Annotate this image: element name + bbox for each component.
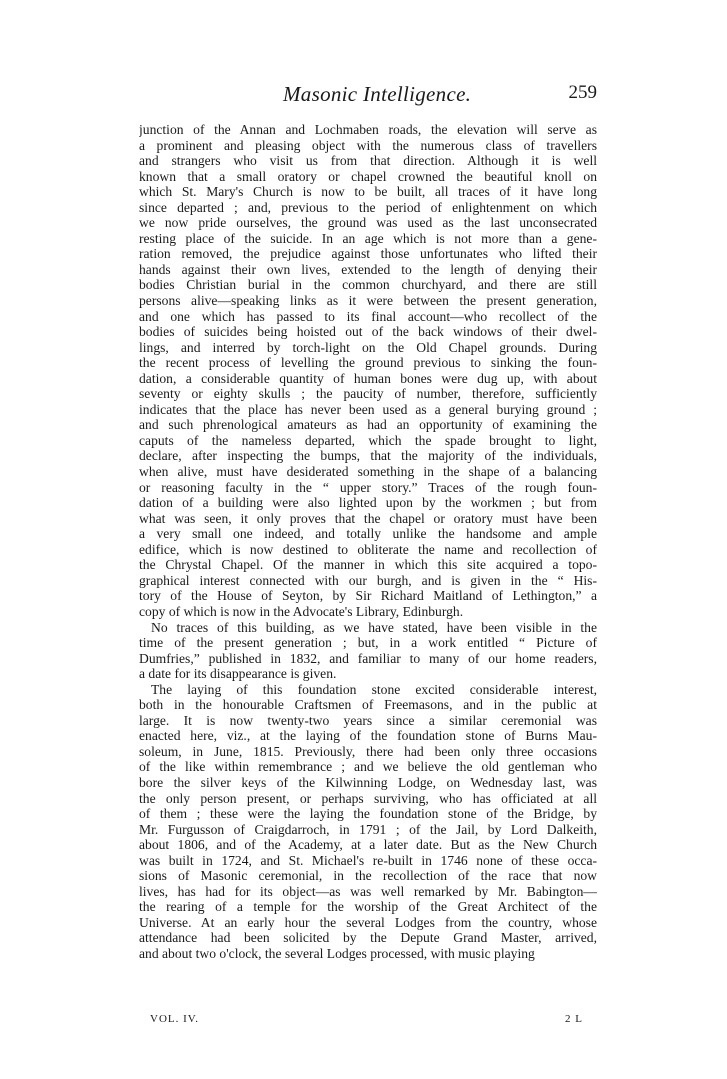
text-line: time of the present generation ; but, in a work entitled “ Picture of xyxy=(139,635,597,651)
text-line: and such phrenological amateurs as had an opportunity of examining the xyxy=(139,417,597,433)
text-line: and one which has passed to its final account—who recollect of the xyxy=(139,308,597,324)
text-line: a very small one indeed, and totally unlike the handsome and ample xyxy=(139,526,597,542)
text-line: seventy or eighty skulls ; the paucity of number, therefore, sufficiently xyxy=(139,386,597,402)
text-line: Mr. Furgusson of Craigdarroch, in 1791 ; of the Jail, by Lord Dalkeith, xyxy=(139,821,597,837)
text-line: bodies of suicides being hoisted out of the back windows of their dwel- xyxy=(139,324,597,340)
text-line: we now pride ourselves, the ground was used as the last unconsecrated xyxy=(139,215,597,231)
text-line: caputs of the nameless departed, which the spade brought to light, xyxy=(139,432,597,448)
text-line: both in the honourable Craftsmen of Freemasons, and in the public at xyxy=(139,697,597,713)
text-line: dation of a building were also lighted upon by the workmen ; but from xyxy=(139,495,597,511)
text-line: known that a small oratory or chapel crowned the beautiful knoll on xyxy=(139,168,597,184)
volume-label: VOL. IV. xyxy=(150,1013,200,1025)
running-head xyxy=(140,80,597,114)
text-line: the recent process of levelling the ground previous to sinking the foun- xyxy=(139,355,597,371)
text-line: since departed ; and, previous to the period of enlightenment on which xyxy=(139,199,597,215)
text-line: lings, and interred by torch-light on the Old Chapel grounds. During xyxy=(139,339,597,355)
text-line: was built in 1724, and St. Michael's re-built in 1746 none of these occa- xyxy=(139,852,597,868)
page-number: 259 xyxy=(568,82,597,103)
text-line: the rearing of a temple for the worship of the Great Architect of the xyxy=(139,899,597,915)
text-line: tory of the House of Seyton, by Sir Richard Maitland of Lethington,” a xyxy=(139,588,597,604)
text-line: The laying of this foundation stone excited considerable interest, xyxy=(151,681,597,697)
text-line: of the like within remembrance ; and we believe the old gentleman who xyxy=(139,759,597,775)
body-text xyxy=(139,122,597,962)
paragraph xyxy=(139,682,597,962)
text-line: of them ; these were the laying the foundation stone of the Bridge, by xyxy=(139,806,597,822)
text-line: lives, has had for its object—as was well remarked by Mr. Babington— xyxy=(139,883,597,899)
paragraph xyxy=(139,122,597,620)
text-line: what was seen, it only proves that the chapel or oratory must have been xyxy=(139,510,597,526)
text-line: a date for its disappearance is given. xyxy=(139,666,337,682)
text-line: resting place of the suicide. In an age which is not more than a gene- xyxy=(139,230,597,246)
text-line: which St. Mary's Church is now to be built, all traces of it have long xyxy=(139,184,597,200)
text-line: when alive, must have desiderated something in the shape of a balancing xyxy=(139,464,597,480)
text-line: about 1806, and of the Academy, at a later date. But as the New Church xyxy=(139,837,597,853)
text-line: enacted here, viz., at the laying of the foundation stone of Burns Mau- xyxy=(139,728,597,744)
text-line: attendance had been solicited by the Depute Grand Master, arrived, xyxy=(139,930,597,946)
text-line: soleum, in June, 1815. Previously, there had been only three occasions xyxy=(139,743,597,759)
text-line: sions of Masonic ceremonial, in the recollection of the race that now xyxy=(139,868,597,884)
text-line: a prominent and pleasing object with the numerous class of travellers xyxy=(139,137,597,153)
text-line: bodies Christian burial in the common churchyard, and there are still xyxy=(139,277,597,293)
text-line: and strangers who visit us from that direction. Although it is well xyxy=(139,153,597,169)
text-line: and about two o'clock, the several Lodges processed, with music playing xyxy=(139,945,535,961)
signature-mark: 2 L xyxy=(565,1013,583,1025)
text-line: the only person present, or perhaps surviving, who has officiated at all xyxy=(139,790,597,806)
text-line: Dumfries,” published in 1832, and familiar to many of our home readers, xyxy=(139,650,597,666)
text-line: edifice, which is now destined to obliterate the name and recollection of xyxy=(139,541,597,557)
text-line: No traces of this building, as we have stated, have been visible in the xyxy=(151,619,597,635)
text-line: dation, a considerable quantity of human bones were dug up, with about xyxy=(139,370,597,386)
text-line: indicates that the place has never been used as a general burying ground ; xyxy=(139,401,597,417)
text-line: declare, after inspecting the bumps, that the majority of the individuals, xyxy=(139,448,597,464)
text-line: bore the silver keys of the Kilwinning Lodge, on Wednesday last, was xyxy=(139,774,597,790)
text-line: ration removed, the prejudice against those unfortunates who lifted their xyxy=(139,246,597,262)
paragraph xyxy=(139,620,597,682)
text-line: the Chrystal Chapel. Of the manner in which this site acquired a topo- xyxy=(139,557,597,573)
text-line: hands against their own lives, extended to the length of denying their xyxy=(139,261,597,277)
text-line: graphical interest connected with our burgh, and is given in the “ His- xyxy=(139,572,597,588)
text-line: junction of the Annan and Lochmaben roads, the elevation will serve as xyxy=(139,122,597,137)
text-line: or reasoning faculty in the “ upper story.” Traces of the rough foun- xyxy=(139,479,597,495)
text-line: copy of which is now in the Advocate's Library, Edinburgh. xyxy=(139,603,464,619)
text-line: large. It is now twenty-two years since a similar ceremonial was xyxy=(139,712,597,728)
text-line: persons alive—speaking links as it were between the present generation, xyxy=(139,293,597,309)
text-line: Universe. At an early hour the several Lodges from the country, whose xyxy=(139,914,597,930)
running-head-title: Masonic Intelligence. xyxy=(283,82,472,106)
